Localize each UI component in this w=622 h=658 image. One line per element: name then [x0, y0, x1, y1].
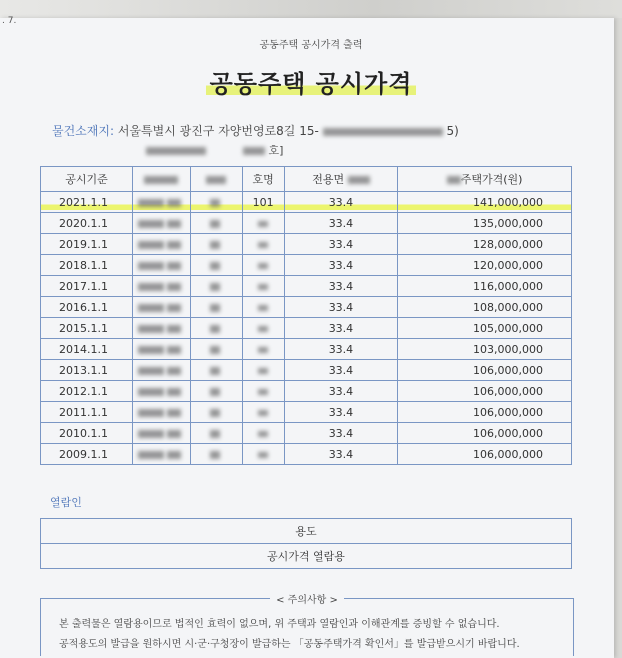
cell-area: 33.4	[284, 318, 398, 339]
header-notice-date: 공시기준	[41, 167, 133, 192]
cell-redacted-1	[132, 402, 190, 423]
header-price: 주택가격(원)	[398, 167, 572, 192]
cell-redacted-2	[190, 192, 242, 213]
price-history-table	[40, 166, 572, 465]
cell-price: 135,000,000	[398, 213, 572, 234]
address-label: 물건소재지:	[52, 124, 115, 138]
cell-area: 33.4	[284, 213, 398, 234]
cell-unit	[242, 276, 284, 297]
cell-price: 128,000,000	[398, 234, 572, 255]
cell-date: 2016.1.1	[41, 297, 133, 318]
cell-price: 141,000,000	[398, 192, 572, 213]
cell-date: 2014.1.1	[41, 339, 133, 360]
table-row	[41, 297, 572, 318]
cell-unit	[242, 213, 284, 234]
cell-area: 33.4	[284, 255, 398, 276]
table-row	[41, 423, 572, 444]
print-header: 공동주택 공시가격 출력	[259, 40, 363, 51]
cell-area: 33.4	[284, 444, 398, 465]
cell-redacted-2	[190, 318, 242, 339]
cell-area: 33.4	[284, 402, 398, 423]
cell-date: 2017.1.1	[41, 276, 133, 297]
cell-date: 2021.1.1	[41, 192, 133, 213]
redacted-address-part	[323, 128, 443, 136]
cell-unit	[242, 360, 284, 381]
cell-date: 2015.1.1	[41, 318, 133, 339]
cell-redacted-1	[132, 423, 190, 444]
cell-redacted-2	[190, 444, 242, 465]
table-row	[41, 402, 572, 423]
cell-unit	[242, 234, 284, 255]
table-row	[41, 276, 572, 297]
address-line2-tail: 호]	[268, 144, 284, 157]
cell-redacted-1	[132, 297, 190, 318]
cell-redacted-2	[190, 381, 242, 402]
purpose-value: 공시가격 열람용	[41, 544, 572, 569]
cell-price: 106,000,000	[398, 381, 572, 402]
notice-title: < 주의사항 >	[41, 591, 573, 606]
redacted-address-part	[146, 147, 206, 155]
notice-box	[40, 595, 574, 656]
table-row	[41, 444, 572, 465]
table-row	[41, 339, 572, 360]
cell-date: 2011.1.1	[41, 402, 133, 423]
header-unit: 호명	[242, 167, 284, 192]
cell-price: 106,000,000	[398, 360, 572, 381]
cell-price: 106,000,000	[398, 402, 572, 423]
cell-price: 105,000,000	[398, 318, 572, 339]
property-address-line2	[146, 142, 283, 158]
cell-area: 33.4	[284, 297, 398, 318]
cell-price: 106,000,000	[398, 444, 572, 465]
cell-redacted-1	[132, 318, 190, 339]
cell-unit	[242, 297, 284, 318]
cell-unit	[242, 318, 284, 339]
document-title-text: 공동주택 공시가격	[206, 70, 417, 98]
cell-redacted-1	[132, 381, 190, 402]
notice-line-1: 본 출력물은 열람용이므로 법적인 효력이 없으며, 위 주택과 열람인과 이해관계를 증빙할 수 없습니다.	[59, 619, 500, 630]
purpose-table	[40, 518, 572, 569]
cell-redacted-1	[132, 444, 190, 465]
cell-date: 2009.1.1	[41, 444, 133, 465]
cell-unit	[242, 423, 284, 444]
cell-price: 106,000,000	[398, 423, 572, 444]
cell-unit	[242, 381, 284, 402]
cell-redacted-1	[132, 339, 190, 360]
cell-price: 108,000,000	[398, 297, 572, 318]
table-row	[41, 213, 572, 234]
table-row	[41, 234, 572, 255]
cell-unit: 101	[242, 192, 284, 213]
cell-price: 103,000,000	[398, 339, 572, 360]
cell-date: 2010.1.1	[41, 423, 133, 444]
cell-area: 33.4	[284, 423, 398, 444]
table-row	[41, 255, 572, 276]
cell-area: 33.4	[284, 381, 398, 402]
cell-redacted-1	[132, 192, 190, 213]
cell-date: 2018.1.1	[41, 255, 133, 276]
cell-redacted-1	[132, 360, 190, 381]
purpose-header: 용도	[41, 519, 572, 544]
cell-area: 33.4	[284, 234, 398, 255]
cell-date: 2013.1.1	[41, 360, 133, 381]
cell-date: 2019.1.1	[41, 234, 133, 255]
cell-price: 120,000,000	[398, 255, 572, 276]
cell-area: 33.4	[284, 276, 398, 297]
redacted-address-part	[243, 147, 265, 155]
cell-redacted-2	[190, 255, 242, 276]
document-title	[0, 64, 622, 99]
cell-unit	[242, 402, 284, 423]
cell-unit	[242, 255, 284, 276]
cell-redacted-2	[190, 276, 242, 297]
cell-redacted-1	[132, 255, 190, 276]
property-address	[52, 122, 459, 139]
cell-redacted-1	[132, 234, 190, 255]
cell-redacted-2	[190, 234, 242, 255]
cell-date: 2020.1.1	[41, 213, 133, 234]
background-surface	[0, 0, 622, 18]
cell-unit	[242, 339, 284, 360]
header-redacted-2	[190, 167, 242, 192]
cell-date: 2012.1.1	[41, 381, 133, 402]
cell-redacted-2	[190, 423, 242, 444]
cell-redacted-2	[190, 402, 242, 423]
header-area: 전용면	[284, 167, 398, 192]
header-redacted-1	[132, 167, 190, 192]
cell-redacted-1	[132, 276, 190, 297]
notice-line-2: 공적용도의 발급을 원하시면 시·군·구청장이 발급하는 「공동주택가격 확인서」를 발급받으시기 바랍니다.	[59, 639, 520, 650]
cell-redacted-1	[132, 213, 190, 234]
table-header-row	[41, 167, 572, 192]
table-row	[41, 318, 572, 339]
cell-unit	[242, 444, 284, 465]
cell-price: 116,000,000	[398, 276, 572, 297]
table-row	[41, 360, 572, 381]
viewer-label: 열람인	[50, 496, 82, 509]
cell-redacted-2	[190, 297, 242, 318]
cell-area: 33.4	[284, 360, 398, 381]
cell-area: 33.4	[284, 339, 398, 360]
address-value-tail: 5)	[446, 124, 459, 138]
cell-redacted-2	[190, 213, 242, 234]
table-row	[41, 192, 572, 213]
page-corner-mark: . 7.	[2, 16, 17, 26]
address-value: 서울특별시 광진구 자양번영로8길 15-	[117, 124, 319, 138]
cell-area: 33.4	[284, 192, 398, 213]
table-row	[41, 381, 572, 402]
cell-redacted-2	[190, 339, 242, 360]
cell-redacted-2	[190, 360, 242, 381]
